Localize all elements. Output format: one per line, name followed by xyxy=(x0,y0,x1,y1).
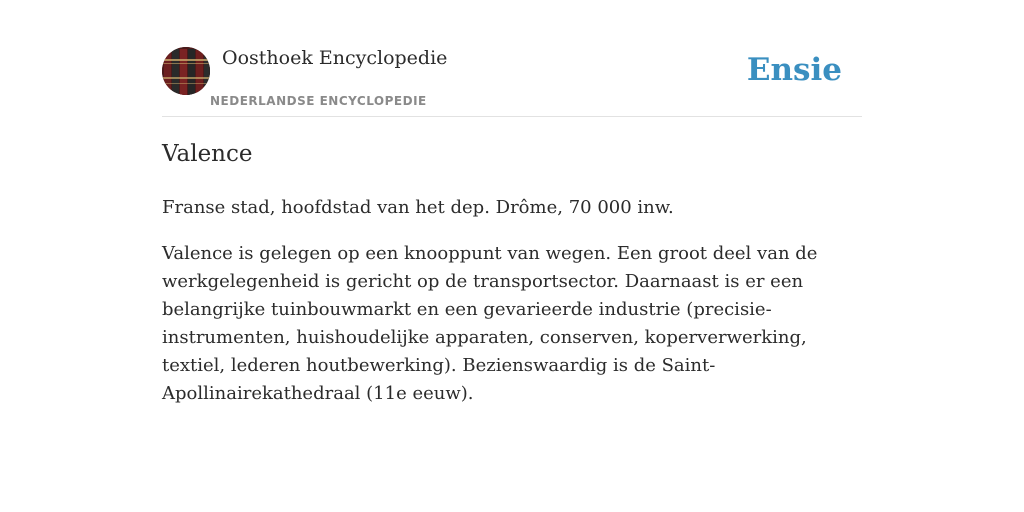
site-header xyxy=(162,46,862,117)
entry-paragraph: Franse stad, hoofdstad van het dep. Drôme, 70 000 inw. xyxy=(162,197,674,218)
site-title[interactable]: Oosthoek Encyclopedie xyxy=(222,47,448,69)
site-subtitle: NEDERLANDSE ENCYCLOPEDIE xyxy=(210,94,427,108)
entry-paragraph: Valence is gelegen op een knooppunt van wegen. Een groot deel van de werkgelegenheid is gericht op de transportsector. Daarnaast is er een belangrijke tuinbouwmarkt en een gevarieerde industrie (precisie-instrumenten, huishoudelijke apparaten, conserven, koperverwerking, textiel, lederen houtbewerking). Bezienswaardig is de Saint-Apollinairekathedraal (11e eeuw). xyxy=(162,243,818,404)
entry-title: Valence xyxy=(162,141,253,167)
brand-logo-link[interactable]: Ensie xyxy=(746,52,842,88)
entry-content xyxy=(162,138,862,426)
encyclopedia-books-icon[interactable] xyxy=(162,47,210,95)
